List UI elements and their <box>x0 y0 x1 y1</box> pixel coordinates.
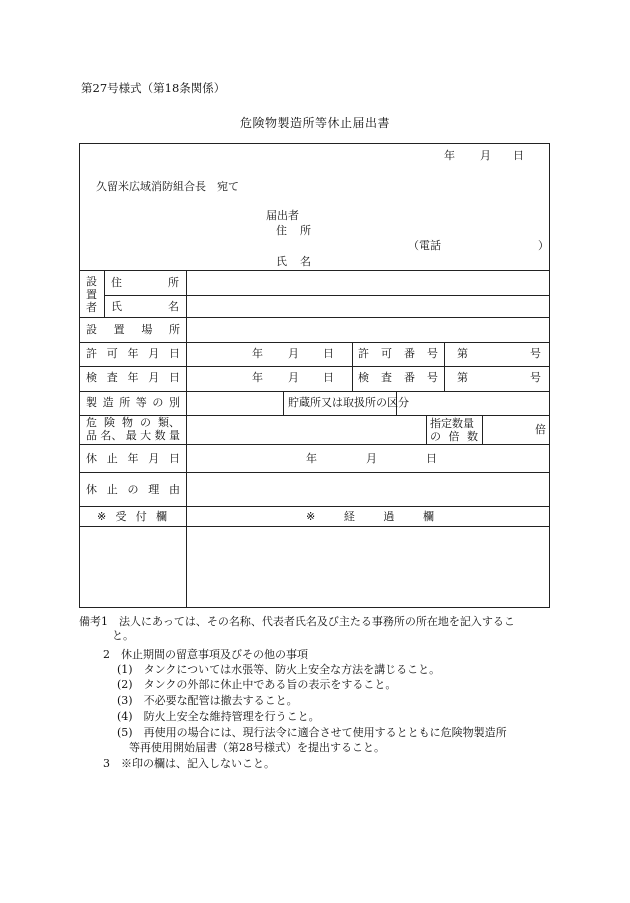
date-day-label: 日 <box>513 149 524 162</box>
permit-number-prefix: 第 <box>457 347 468 360</box>
suspend-date-label: 休 止 年 月 日 <box>86 452 180 465</box>
permit-date-label: 許 可 年 月 日 <box>86 347 180 360</box>
inspect-month: 月 <box>288 371 299 384</box>
phone-open: （電話 <box>408 239 441 252</box>
remark-3: 3 ※印の欄は、記入しないこと。 <box>103 757 275 770</box>
installer-label-3: 者 <box>86 301 97 314</box>
applicant-address-label-2: 所 <box>300 224 311 237</box>
location-label: 設 置 場 所 <box>86 323 180 336</box>
suspend-month: 月 <box>366 452 377 465</box>
designated-quantity-label: 指定数量 <box>430 417 474 430</box>
applicant-heading: 届出者 <box>266 209 299 222</box>
permit-month: 月 <box>288 347 299 360</box>
inspect-number-suffix: 号 <box>530 371 541 384</box>
inspect-year: 年 <box>252 371 263 384</box>
multiple-unit: 倍 <box>535 423 546 436</box>
form-number: 第27号様式（第18条関係） <box>81 81 226 95</box>
remark-2-item-3: (3) 不必要な配管は撤去すること。 <box>117 694 298 707</box>
document-title: 危険物製造所等休止届出書 <box>239 116 390 130</box>
hazmat-label-line2: 品 名、 最 大 数 量 <box>86 429 180 442</box>
remark-2-item-2: (2) タンクの外部に休止中である旨の表示をすること。 <box>117 678 397 691</box>
date-year-label: 年 <box>444 149 455 162</box>
remark-2-item-5-cont: 等再使用開始届書（第28号様式）を提出すること。 <box>129 741 385 754</box>
remark-2-item-1: (1) タンクについては水張等、防火上安全な方法を講じること。 <box>117 663 441 676</box>
permit-year: 年 <box>252 347 263 360</box>
applicant-address-label-1: 住 <box>276 224 287 237</box>
storage-class-label: 貯蔵所又は取扱所の区分 <box>288 396 409 409</box>
installer-address-label: 住 所 <box>111 276 179 289</box>
remark-2: 2 休止期間の留意事項及びその他の事項 <box>103 648 308 661</box>
suspend-day: 日 <box>426 452 437 465</box>
remark-2-item-4: (4) 防火上安全な維持管理を行うこと。 <box>117 710 320 723</box>
phone-close: ） <box>538 239 549 252</box>
remark-2-item-5: (5) 再使用の場合には、現行法令に適合させて使用するとともに危険物製造所 <box>117 726 507 739</box>
installer-label-1: 設 <box>86 275 97 288</box>
inspect-number-prefix: 第 <box>457 371 468 384</box>
inspect-number-label: 検 査 番 号 <box>358 371 438 384</box>
facility-type-label: 製 造 所 等 の 別 <box>86 396 180 409</box>
remark-1-cont: と。 <box>112 629 134 642</box>
installer-label-2: 置 <box>86 288 97 301</box>
installer-name-label: 氏 名 <box>111 300 179 313</box>
remark-1: 備考1 法人にあっては、その名称、代表者氏名及び主たる事務所の所在地を記入するこ <box>79 615 515 628</box>
reception-column-header: ※ 受 付 欄 <box>97 510 167 523</box>
suspend-reason-label: 休 止 の 理 由 <box>86 483 180 496</box>
permit-number-suffix: 号 <box>530 347 541 360</box>
progress-column-header: ※ 経 過 欄 <box>306 510 434 523</box>
permit-number-label: 許 可 番 号 <box>358 347 438 360</box>
addressee: 久留米広域消防組合長 宛て <box>96 180 239 193</box>
applicant-name-label-1: 氏 <box>276 255 287 268</box>
inspect-date-label: 検 査 年 月 日 <box>86 371 180 384</box>
suspend-year: 年 <box>306 452 317 465</box>
multiple-label: の 倍 数 <box>430 430 478 443</box>
hazmat-label-line1: 危 険 物 の 類、 <box>86 416 180 429</box>
notification-form <box>79 143 550 608</box>
date-month-label: 月 <box>480 149 491 162</box>
applicant-name-label-2: 名 <box>300 255 311 268</box>
inspect-day: 日 <box>323 371 334 384</box>
permit-day: 日 <box>323 347 334 360</box>
